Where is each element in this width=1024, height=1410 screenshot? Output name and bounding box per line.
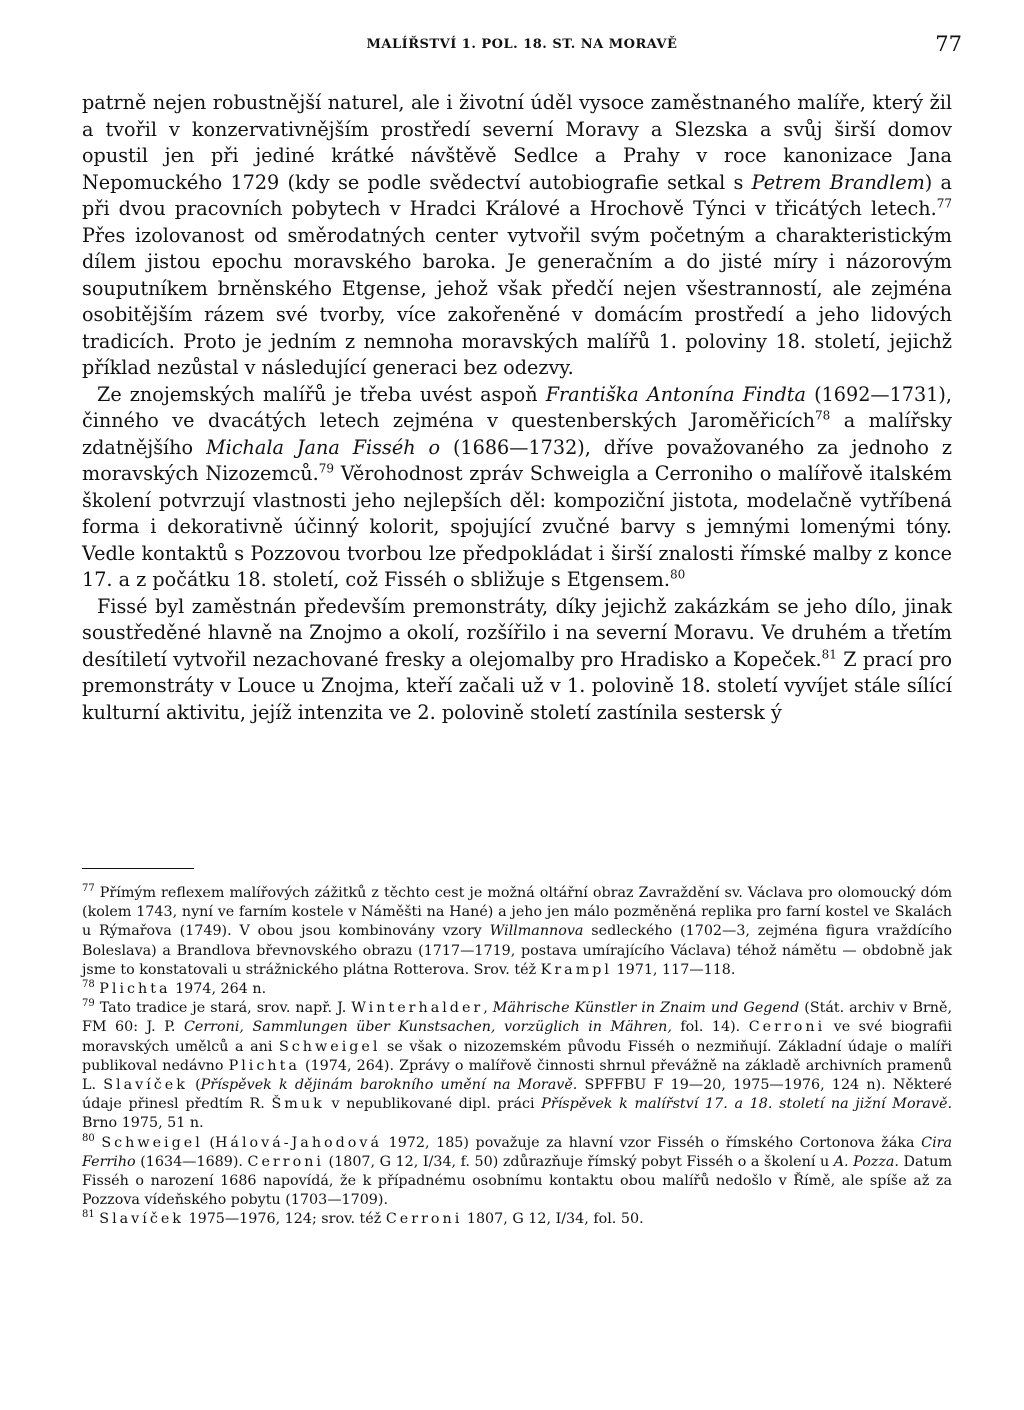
footnote-ref-79: 79 (318, 461, 335, 476)
text: (1686—1732), dříve považovaného za jednoho z moravských Nizozemců. (82, 435, 952, 485)
paragraph-3 (82, 594, 952, 727)
italic-text: Willmannova (489, 923, 584, 940)
author-name: Schweigel (101, 1134, 203, 1151)
footnote-78 (82, 980, 952, 999)
author-name: Hálová-Jahodová (214, 1134, 383, 1151)
text: 1971, 117—118. (612, 961, 736, 978)
text: Brno 1975, 51 n. (82, 1115, 204, 1132)
text: v nepublikované dipl. práci (324, 1096, 542, 1113)
footnote-number: 78 (82, 979, 95, 991)
text: sedleckého (1702—3, zejména figura vraždícího Boleslava) a Brandlova břevnovského obrazu (1717—1719, postava umírajícího Václava) téhož námětu — obdobně jak jsme to konstatovali u strážnického plátna Rotterova. Srov. též (82, 923, 952, 978)
author-name: Slavíček (99, 1211, 184, 1228)
page-number: 77 (935, 32, 962, 56)
text: Z prací pro premonstráty v Louce u Znojma, kteří začali už v 1. polovině 18. století vyvíjet stále sílící kulturní aktivitu, jejíž intenzita ve 2. polovině století zastínila sestersk ý (82, 647, 952, 724)
author-name: Cerroni (247, 1153, 324, 1170)
author-name: Plichta (99, 981, 171, 998)
author-name: Slavíček (103, 1077, 188, 1094)
text: se však o nizozemském původu Fisséh o nezmiňují. Základní údaje o malíři publikoval nedávno (82, 1038, 952, 1074)
text: (1692—1731), činného ve dvacátých letech zejména v questenberských Jaroměřicích (82, 382, 952, 432)
italic-text: Příspěvek k malířství 17. a 18. století na jižní Moravě. (541, 1096, 952, 1113)
text: 1975—1976, 124; srov. též (183, 1211, 386, 1228)
footnote-80 (82, 1134, 952, 1211)
footnote-81 (82, 1210, 952, 1229)
footnote-number: 79 (82, 998, 95, 1010)
author-name: Cerroni (748, 1019, 826, 1036)
paragraph-1 (82, 90, 952, 382)
italic-text: A. Pozza. (833, 1153, 899, 1170)
text: ( (187, 1077, 201, 1094)
text: Tato tradice je stará, srov. např. J. (99, 1000, 352, 1017)
footnote-ref-78: 78 (815, 408, 831, 423)
text: fol. 14). (671, 1019, 749, 1036)
text: 1974, 264 n. (170, 981, 267, 998)
footnotes (82, 884, 952, 1230)
footnote-ref-77: 77 (936, 196, 952, 211)
footnote-divider (82, 868, 194, 869)
italic-name: Františka Antonína Findta (545, 382, 806, 406)
text: (1634—1689). (135, 1153, 248, 1170)
footnote-number: 77 (82, 883, 95, 895)
italic-text: Cira Ferriho (82, 1134, 953, 1170)
text: SPFFBU F 19—20, 1975—1976, 124 n). Některé údaje přinesl předtím R. (82, 1077, 952, 1113)
running-head: MALÍŘSTVÍ 1. POL. 18. ST. NA MORAVĚ (366, 37, 678, 52)
footnote-number: 81 (82, 1209, 95, 1221)
text: ve své biografii moravských umělců a ani (82, 1019, 952, 1055)
text: (1807, G 12, I/34, f. 50) zdůrazňuje římský pobyt Fisséh o a školení u (324, 1153, 834, 1170)
text: Přímým reflexem malířových zážitků z těchto cest je možná oltářní obraz Zavraždění sv. Václava pro olomoucký dóm (kolem 1743, nyní ve farním kostele v Náměšti na Hané) a jeho jen málo pozměněná replika pro farní kostel ve Skalách u Rýmařova (1749). V obou jsou kombinovány vzory (82, 885, 952, 940)
author-name: Winterhalder (351, 1000, 484, 1017)
text: Datum Fisséh o narození 1686 napovídá, že k případnému osobnímu kontaktu obou malířů nedošlo v Římě, ale spíše až za Pozzova vídeňského pobytu (1703—1709). (82, 1153, 953, 1209)
italic-text: Příspěvek k dějinám barokního umění na Moravě. (200, 1077, 578, 1094)
text: a malířsky zdatnějšího (82, 409, 952, 459)
italic-name: Michala Jana Fisséh o (206, 435, 441, 459)
footnote-ref-80: 80 (669, 567, 686, 582)
page-header (82, 32, 962, 60)
author-name: Cerroni (385, 1211, 463, 1228)
footnote-77 (82, 884, 952, 980)
italic-text: Mährische Künstler in Znaim und Gegend (492, 1000, 800, 1017)
text: 1972, 185) považuje za hlavní vzor Fisséh o římského Cortonova žáka (382, 1134, 922, 1151)
text: Věrohodnost zpráv Schweigla a Cerroniho o malířově italském školení potvrzují vlastnosti jeho nejlepších děl: kompoziční jistota, modelačně vytříbená forma i dekorativně účinný kolorit, spojující zvučné barvy s jemnými lomenými tóny. Vedle kontaktů s Pozzovou tvorbou lze předpokládat i širší znalosti římské malby z konce 17. a z počátku 18. století, což Fisséh o sbližuje s Etgensem. (82, 462, 952, 591)
author-name: Krampl (540, 961, 612, 978)
footnote-79 (82, 999, 952, 1133)
text: (1974, 264). Zprávy o malířově činnosti shrnul převážně na základě archivních pramenů L. (82, 1057, 952, 1094)
footnote-number: 80 (82, 1132, 95, 1144)
main-text (82, 90, 952, 726)
text: , (483, 1000, 493, 1017)
author-name: Schweigel (278, 1038, 381, 1055)
footnote-ref-81: 81 (821, 647, 837, 662)
italic-name: Petrem Brandlem (751, 170, 925, 194)
text: Ze znojemských malířů je třeba uvést aspoň (97, 382, 546, 406)
text: Fissé byl zaměstnán především premonstráty, díky jejichž zakázkám se jeho dílo, jinak soustředěné hlavně na Znojmo a okolí, rozšířilo i na severní Moravu. Ve druhém a třetím desítiletí vytvořil nezachované fresky a olejomalby pro Hradisko a Kopeček. (82, 594, 952, 671)
text: ( (202, 1134, 215, 1151)
text: (Stát. archiv v Brně, FM 60: J. P. (82, 1000, 953, 1036)
text: Přes izolovanost od směrodatných center vytvořil svým početným a charakteristickým dílem jistou epochu moravského baroka. Je generačním a do jisté míry i názorovým souputníkem brněnského Etgense, jehož však předčí nejen všestranností, ale zejména osobitějším rázem své tvorby, více zakořeněné v domácím prostředí a jeho lidových tradicích. Proto je jedním z nemnoha moravských malířů 1. poloviny 18. století, jejichž příklad nezůstal v následující generaci bez odezvy. (82, 223, 952, 379)
text: 1807, G 12, I/34, fol. 50. (462, 1211, 644, 1228)
text: patrně nejen robustnější naturel, ale i životní úděl vysoce zaměstnaného malíře, který žil a tvořil v konzervativnějším prostředí severní Moravy a Slezska a svůj širší domov opustil jen při jediné krátké návštěvě Sedlce a Prahy v roce kanonizace Jana Nepomuckého 1729 (kdy se podle svědectví autobiografie setkal s (82, 91, 952, 194)
italic-text: Cerroni, Sammlungen über Kunstsachen, vorzüglich in Mähren, (183, 1019, 672, 1036)
text: ) a při dvou pracovních pobytech v Hradci Králové a Hrochově Týnci v třicátých letech. (82, 170, 952, 220)
author-name: Šmuk (271, 1096, 325, 1113)
paragraph-2 (82, 382, 952, 594)
author-name: Plichta (228, 1057, 300, 1074)
